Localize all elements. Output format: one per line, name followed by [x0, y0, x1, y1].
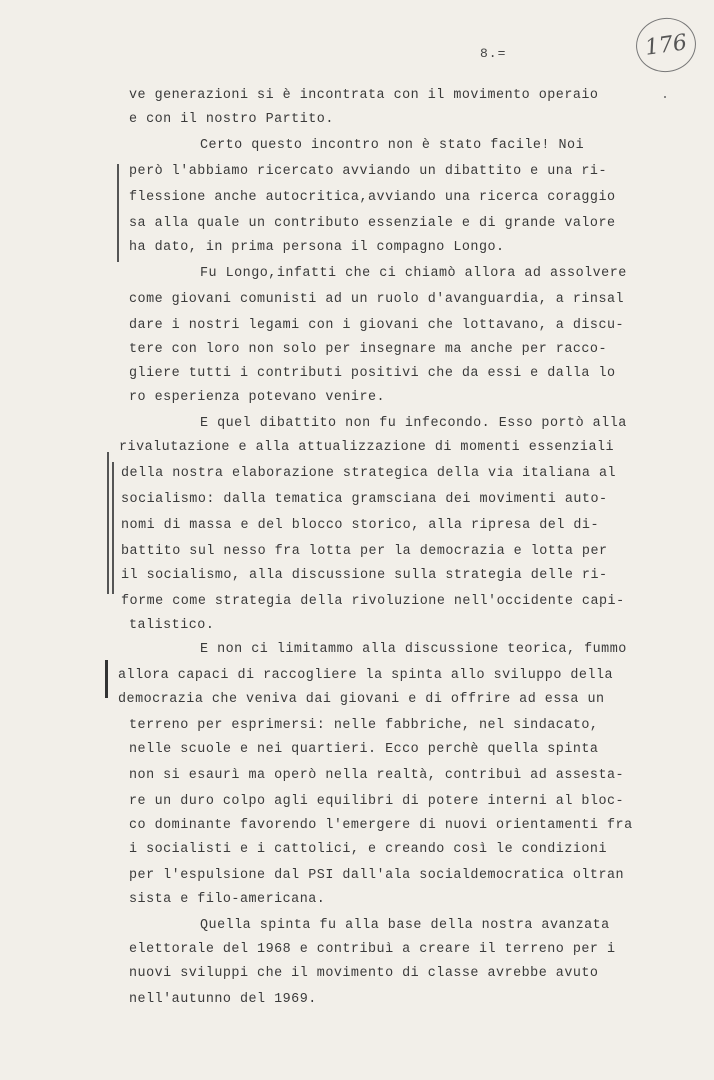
text-line: sa alla quale un contributo essenziale e di grande valore	[129, 216, 616, 231]
text-line: democrazia che veniva dai giovani e di offrire ad essa un	[118, 692, 605, 707]
text-line: Fu Longo,infatti che ci chiamò allora ad assolvere	[200, 266, 627, 281]
margin-bar	[112, 462, 114, 594]
text-line: terreno per esprimersi: nelle fabbriche, nel sindacato,	[129, 718, 599, 733]
text-line: ro esperienza potevano venire.	[129, 390, 386, 405]
page-number: 8.=	[480, 46, 507, 61]
text-line: ha dato, in prima persona il compagno Longo.	[129, 240, 505, 255]
text-line: re un duro colpo agli equilibri di potere interni al bloc-	[129, 794, 625, 809]
text-line: battito sul nesso fra lotta per la democrazia e lotta per	[121, 544, 608, 559]
text-line: nomi di massa e del blocco storico, alla ripresa del di-	[121, 518, 599, 533]
text-line: sista e filo-americana.	[129, 892, 326, 907]
text-line: nuovi sviluppi che il movimento di classe avrebbe avuto	[129, 966, 599, 981]
text-line: nelle scuole e nei quartieri. Ecco perchè quella spinta	[129, 742, 599, 757]
text-line: allora capaci di raccogliere la spinta allo sviluppo della	[118, 668, 614, 683]
text-line: co dominante favorendo l'emergere di nuovi orientamenti fra	[129, 818, 633, 833]
text-line: però l'abbiamo ricercato avviando un dibattito e una ri-	[129, 164, 607, 179]
text-line: socialismo: dalla tematica gramsciana dei movimenti auto-	[121, 492, 608, 507]
text-line: della nostra elaborazione strategica della via italiana al	[121, 466, 617, 481]
text-line: ve generazioni si è incontrata con il movimento operaio	[129, 88, 599, 103]
text-line: il socialismo, alla discussione sulla strategia delle ri-	[121, 568, 608, 583]
text-line: Certo questo incontro non è stato facile! Noi	[200, 138, 585, 153]
text-line: dare i nostri legami con i giovani che lottavano, a discu-	[129, 318, 625, 333]
text-line: forme come strategia della rivoluzione nell'occidente capi-	[121, 594, 625, 609]
text-line: E non ci limitammo alla discussione teorica, fummo	[200, 642, 627, 657]
margin-bar	[117, 164, 119, 262]
text-line: per l'espulsione dal PSI dall'ala socialdemocratica oltran	[129, 868, 625, 883]
text-line: come giovani comunisti ad un ruolo d'avanguardia, a rinsal	[129, 292, 625, 307]
text-line: talistico.	[129, 618, 215, 633]
text-line: tere con loro non solo per insegnare ma anche per racco-	[129, 342, 607, 357]
text-line: non si esaurì ma operò nella realtà, contribuì ad assesta-	[129, 768, 625, 783]
archive-stamp: 176	[633, 14, 700, 76]
text-line: Quella spinta fu alla base della nostra avanzata	[200, 918, 610, 933]
margin-bar	[107, 452, 109, 594]
text-line: e con il nostro Partito.	[129, 112, 334, 127]
text-line: i socialisti e i cattolici, e creando così le condizioni	[129, 842, 607, 857]
text-line: E quel dibattito non fu infecondo. Esso portò alla	[200, 416, 627, 431]
ink-dot	[664, 96, 666, 98]
text-line: nell'autunno del 1969.	[129, 992, 317, 1007]
text-line: flessione anche autocritica,avviando una ricerca coraggio	[129, 190, 616, 205]
text-line: gliere tutti i contributi positivi che da essi e dalla lo	[129, 366, 616, 381]
text-line: rivalutazione e alla attualizzazione di momenti essenziali	[119, 440, 615, 455]
text-line: elettorale del 1968 e contribuì a creare il terreno per i	[129, 942, 616, 957]
margin-bar	[105, 660, 108, 698]
